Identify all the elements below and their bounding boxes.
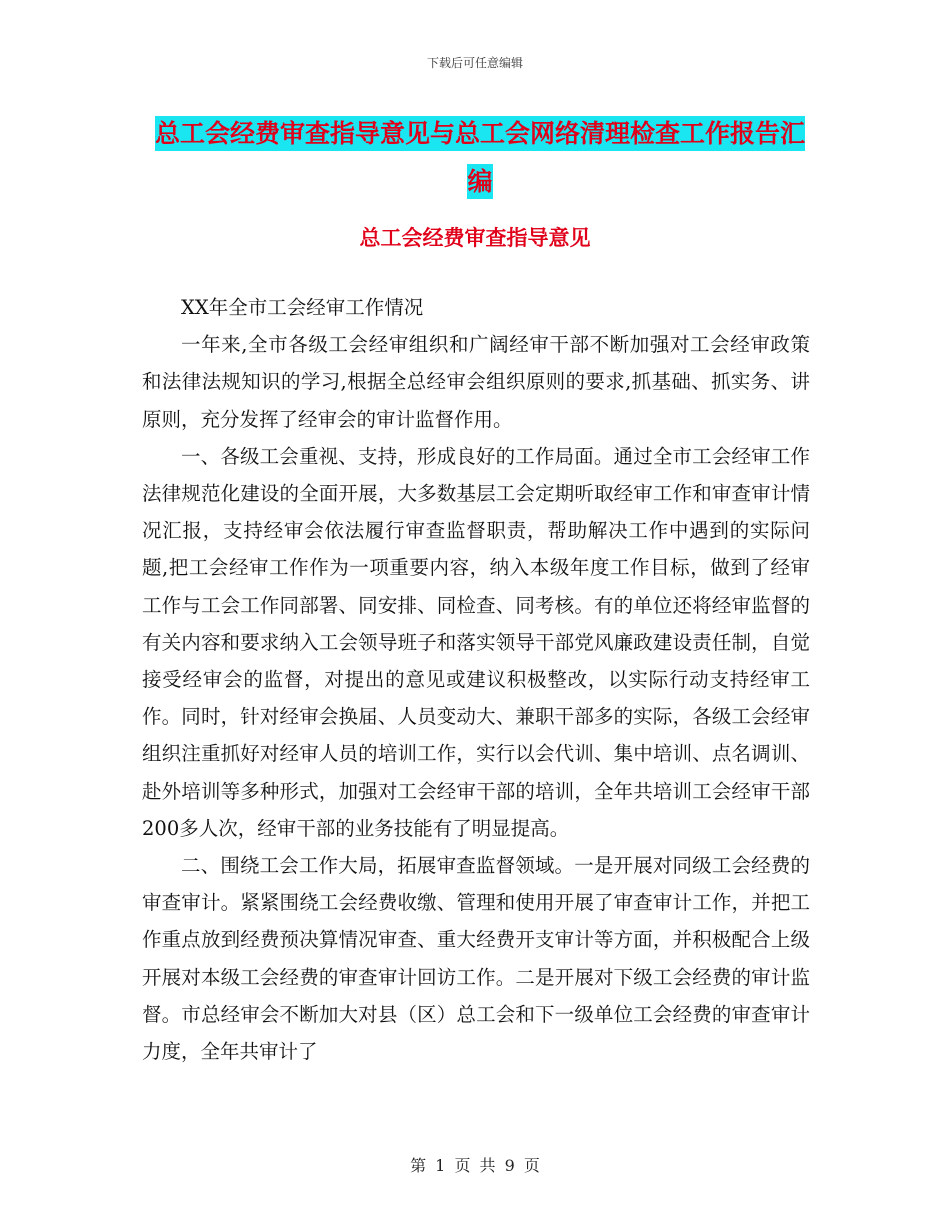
document-main-title xyxy=(145,110,815,206)
section-title: 总工会经费审查指导意见 xyxy=(359,226,591,250)
paragraph-section-one: 一、各级工会重视、支持，形成良好的工作局面。通过全市工会经审工作法律规范化建设的全面开展，大多数基层工会定期听取经审工作和审查审计情况汇报，支持经审会依法履行审查监督职责，帮助解决工作中遇到的实际问题,把工会经审工作作为一项重要内容，纳入本级年度工作目标，做到了经审工作与工会工作同部署、同安排、同检查、同考核。有的单位还将经审监督的有关内容和要求纳入工会领导班子和落实领导干部党风廉政建设责任制，自觉接受经审会的监督，对提出的意见或建议积极整改，以实际行动支持经审工作。同时，针对经审会换届、人员变动大、兼职干部多的实际，各级工会经审组织注重抓好对经审人员的培训工作，实行以会代训、集中培训、点名调训、赴外培训等多种形式，加强对工会经审干部的培训，全年共培训工会经审干部200多人次，经审干部的业务技能有了明显提高。 xyxy=(142,444,810,840)
paragraph-section-two: 二、围绕工会工作大局，拓展审查监督领域。一是开展对同级工会经费的审查审计。紧紧围绕工会经费收缴、管理和使用开展了审查审计工作，并把工作重点放到经费预决算情况审查、重大经费开支审计等方面，并积极配合上级开展对本级工会经费的审查审计回访工作。二是开展对下级工会经费的审计监督。市总经审会不断加大对县（区）总工会和下一级单位工会经费的审查审计力度，全年共审计了 xyxy=(142,854,810,1064)
document-body xyxy=(142,289,810,1070)
paragraph-intro-heading: XX年全市工会经审工作情况 xyxy=(181,296,424,319)
page-header-note: 下载后可任意编辑 xyxy=(426,56,523,70)
paragraph-overview: 一年来,全市各级工会经审组织和广阔经审干部不断加强对工会经审政策和法律法规知识的学习,根据全总经审会组织原则的要求,抓基础、抓实务、讲原则，充分发挥了经审会的审计监督作用。 xyxy=(142,333,810,431)
page-number-footer: 第 1 页 共 9 页 xyxy=(410,1156,540,1175)
main-title-text: 总工会经费审查指导意见与总工会网络清理检查工作报告汇编 xyxy=(155,116,805,199)
